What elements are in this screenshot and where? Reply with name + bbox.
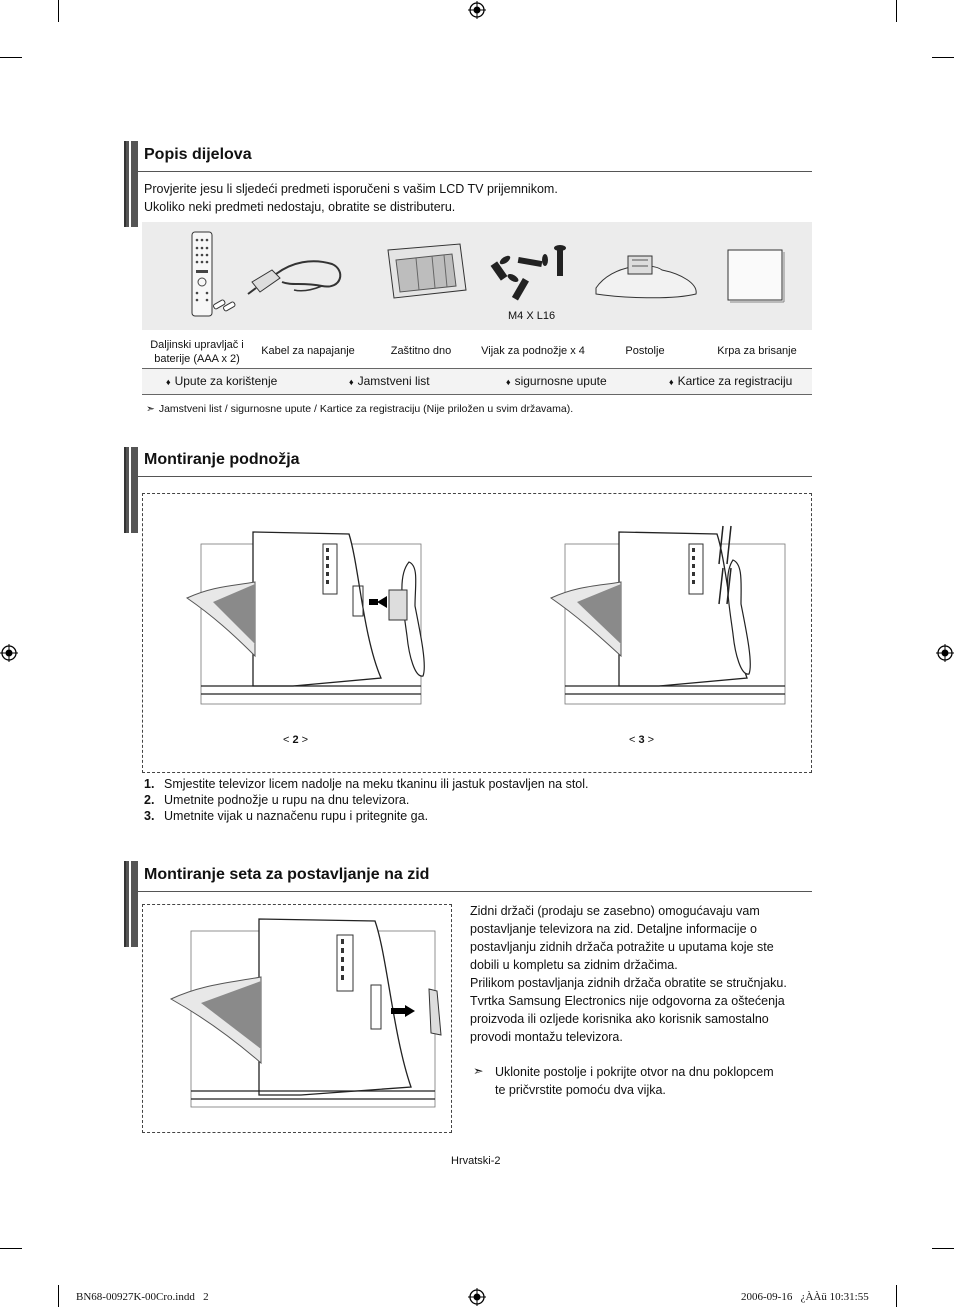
intro-line: Ukoliko neki predmeti nedostaju, obratite se distributeru. (144, 200, 456, 214)
part-label: Kabel za napajanje (261, 345, 355, 357)
intro-line: Provjerite jesu li sljedeći predmeti isporučeni s vašim LCD TV prijemnikom. (144, 182, 558, 196)
section-title-stand: Montiranje podnožja (144, 451, 300, 468)
footer-filename: BN68-00927K-00Cro.indd 2 (76, 1291, 209, 1303)
part-label: Vijak za podnožje x 4 (481, 345, 585, 357)
figure-label: < 2 > (283, 734, 309, 746)
registration-mark-icon (468, 1288, 486, 1306)
section-bar (124, 861, 138, 947)
section-bar (124, 447, 138, 533)
tip-arrow-icon: ➣ (473, 1064, 484, 1078)
parts-illustration-box (142, 222, 812, 330)
document-item: ♦ Kartice za registraciju (669, 374, 793, 388)
cloth-icon (722, 248, 786, 306)
diamond-icon: ♦ (349, 377, 354, 387)
registration-mark-icon (936, 644, 954, 662)
part-label: Krpa za brisanje (717, 345, 797, 357)
stand-mount-figure-3 (547, 524, 807, 716)
section-rule (136, 171, 812, 172)
registration-mark-icon (468, 1, 486, 19)
registration-mark-icon (0, 644, 18, 662)
screw-icon (487, 238, 577, 308)
section-title-wall-mount: Montiranje seta za postavljanje na zid (144, 866, 430, 883)
crop-mark (932, 57, 954, 58)
crop-mark (58, 0, 59, 22)
crop-mark (0, 1248, 22, 1249)
figure-label: < 3 > (629, 734, 655, 746)
document-item: ♦ Jamstveni list (349, 374, 430, 388)
part-label: Zaštitno dno (390, 345, 452, 357)
stand-icon (592, 244, 702, 302)
page-number: Hrvatski-2 (451, 1155, 501, 1167)
arrow-icon: ➣ (146, 403, 155, 415)
crop-mark (932, 1248, 954, 1249)
document-item: ♦ Upute za korištenje (166, 374, 278, 388)
crop-mark (0, 57, 22, 58)
part-label: Daljinski upravljač i baterije (AAA x 2) (150, 339, 244, 365)
footer-timestamp: 2006-09-16 ¿ÀÀü 10:31:55 (741, 1291, 869, 1303)
document-item: ♦ sigurnosne upute (506, 374, 607, 388)
part-label: Postolje (625, 345, 665, 357)
parts-note: ➣ Jamstveni list / sigurnosne upute / Kartice za registraciju (Nije priložen u svim državama). (146, 403, 574, 415)
wall-mount-figure-box (142, 904, 452, 1133)
stand-mount-figure-2 (183, 526, 443, 716)
step-item: 2. Umetnite podnožje u rupu na dnu televizora. (144, 793, 410, 807)
section-rule (136, 476, 812, 477)
remote-icon (187, 230, 247, 322)
screw-spec-label: M4 X L16 (508, 310, 556, 322)
documents-strip (142, 368, 812, 395)
diamond-icon: ♦ (166, 377, 171, 387)
crop-mark (896, 1285, 897, 1307)
wall-mount-figure (165, 915, 449, 1125)
wall-mount-paragraph: Zidni držači (prodaju se zasebno) omogućavaju vam postavljanje televizora na zid. Detaljne informacije o postavljanju zidnih držača potražite u uputama koje ste dobili u kompletu sa zidnim držačima. Prilikom postavljanja zidnih držača obratite se stručnjaku. Tvrtka Samsung Electronics nije odgovorna za oštećenja proizvoda ili ozljede korisnika ako korisnik samostalno provodi montažu televizora. (470, 904, 787, 1044)
section-bar (124, 141, 138, 227)
crop-mark (58, 1285, 59, 1307)
step-item: 3. Umetnite vijak u naznačenu rupu i pritegnite ga. (144, 809, 429, 823)
step-item: 1. Smjestite televizor licem nadolje na meku tkaninu ili jastuk postavljen na stol. (144, 777, 589, 791)
power-cord-icon (242, 242, 352, 302)
diamond-icon: ♦ (669, 377, 674, 387)
cover-bottom-icon (382, 240, 472, 302)
section-rule (136, 891, 812, 892)
wall-mount-tip: Uklonite postolje i pokrijte otvor na dnu poklopcem te pričvrstite pomoću dva vijka. (495, 1065, 774, 1097)
section-title-parts: Popis dijelova (144, 146, 252, 163)
diamond-icon: ♦ (506, 377, 511, 387)
stand-figure-box (142, 493, 812, 773)
crop-mark (896, 0, 897, 22)
